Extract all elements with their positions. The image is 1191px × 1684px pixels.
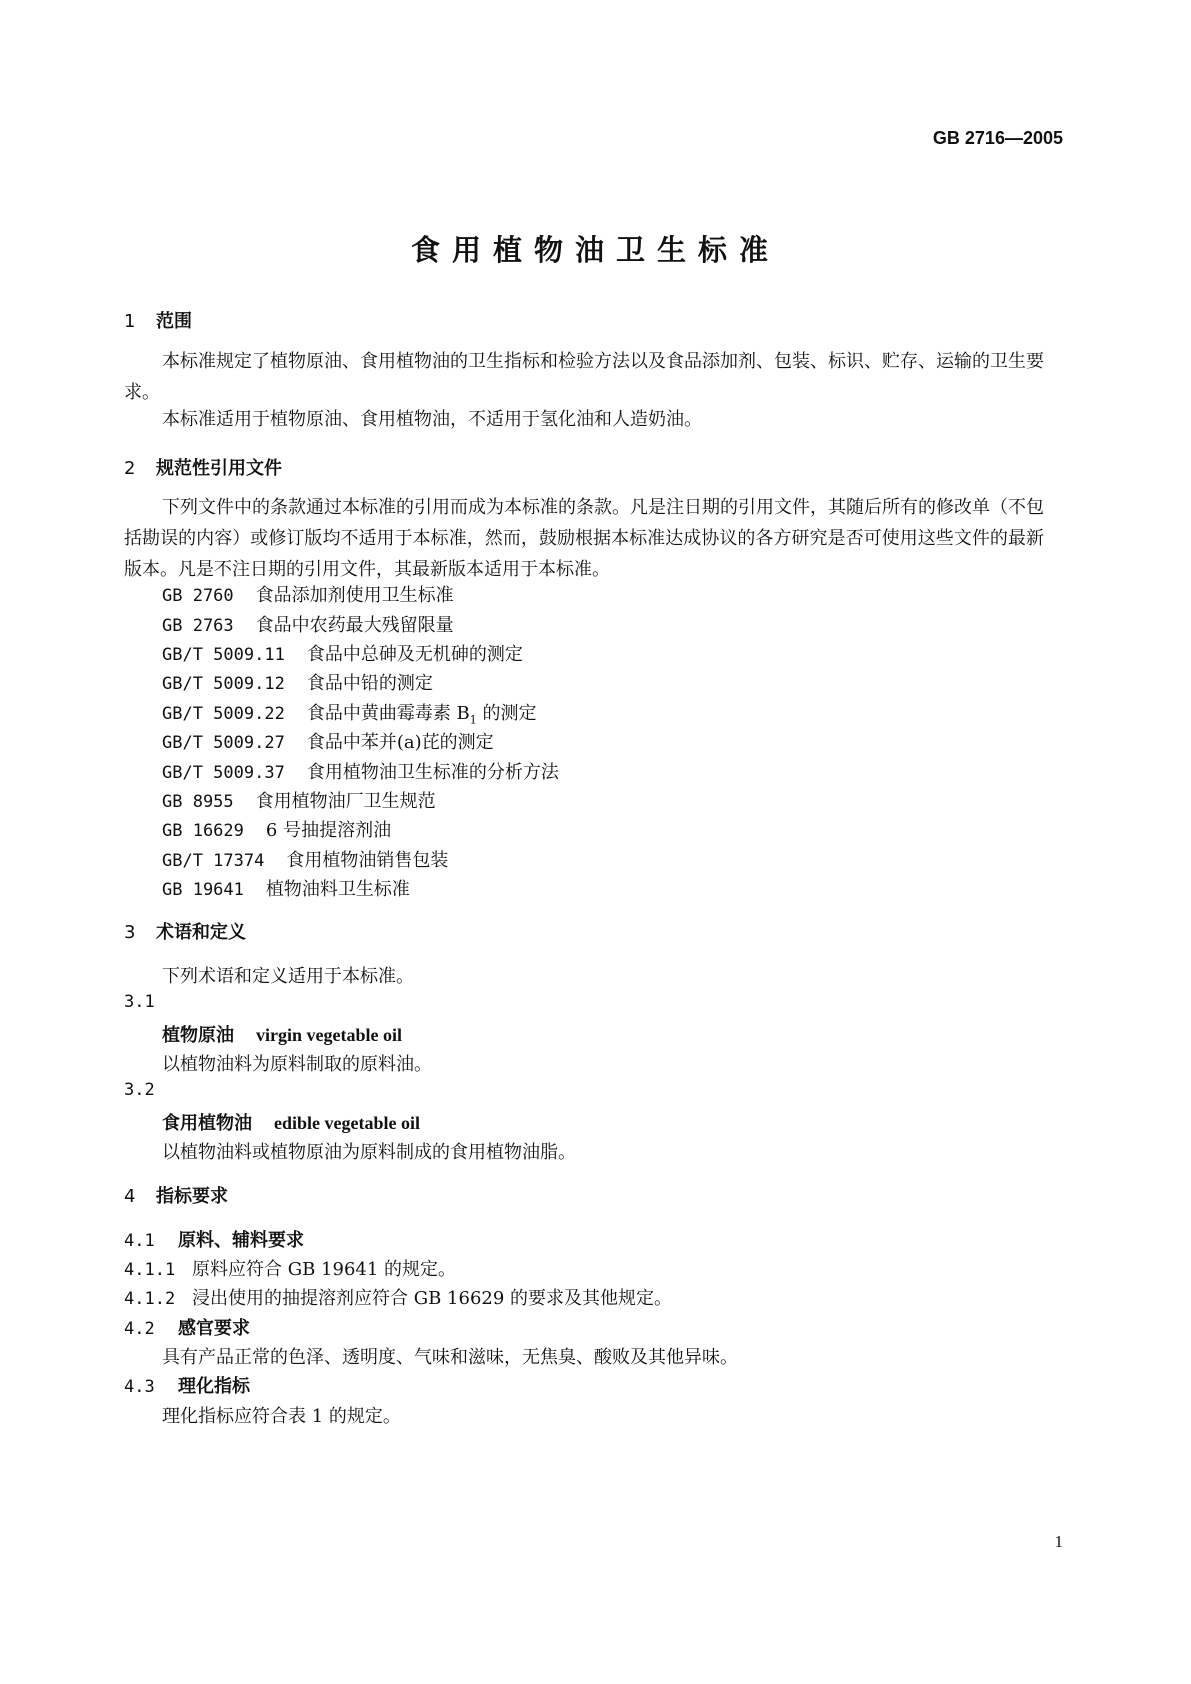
clause-number: 4.1.1: [124, 1260, 176, 1280]
reference-code: GB/T 5009.12: [162, 674, 285, 694]
term-english: virgin vegetable oil: [256, 1025, 402, 1045]
clause-4-1-heading: [124, 1226, 304, 1252]
section-title: 指标要求: [156, 1186, 228, 1207]
clause-text: 浸出使用的抽提溶剂应符合 GB 16629 的要求及其他规定。: [192, 1288, 673, 1309]
document-title: 食用植物油卫生标准: [410, 233, 780, 267]
section-title: 术语和定义: [156, 922, 246, 943]
term-heading: [162, 1021, 402, 1047]
section-number: 4: [124, 1186, 136, 1207]
reference-item: [162, 581, 454, 607]
clause-4-2-heading: [124, 1314, 250, 1340]
term-chinese: 植物原油: [162, 1025, 234, 1046]
reference-code: GB 16629: [162, 821, 244, 841]
reference-code: GB 19641: [162, 880, 244, 900]
term-number: 3.1: [124, 992, 155, 1012]
reference-title: 食品中总砷及无机砷的测定: [306, 644, 523, 665]
clause-title: 理化指标: [178, 1376, 250, 1397]
term-definition: 以植物油料或植物原油为原料制成的食用植物油脂。: [162, 1142, 576, 1163]
clause-4-2-text: 具有产品正常的色泽、透明度、气味和滋味，无焦臭、酸败及其他异味。: [162, 1347, 738, 1368]
section-number: 2: [124, 458, 136, 479]
section-2-heading: [124, 454, 282, 480]
term-chinese: 食用植物油: [162, 1113, 252, 1134]
reference-item: [162, 787, 436, 813]
reference-item: [162, 669, 433, 695]
reference-code: GB 8955: [162, 792, 234, 812]
clause-4-1-1: [124, 1255, 456, 1281]
reference-item: [162, 699, 537, 727]
reference-title: 食用植物油卫生标准的分析方法: [306, 762, 559, 783]
clause-number: 4.1: [124, 1231, 155, 1251]
reference-item: [162, 728, 494, 754]
reference-code: GB/T 5009.22: [162, 704, 285, 724]
section-number: 3: [124, 922, 136, 943]
term-english: edible vegetable oil: [274, 1113, 420, 1133]
clause-number: 4.3: [124, 1377, 155, 1397]
section-3-heading: [124, 918, 246, 944]
reference-item: [162, 875, 410, 901]
reference-code: GB 2763: [162, 616, 234, 636]
reference-title: 食品中黄曲霉毒素 B: [306, 703, 470, 724]
term-heading: [162, 1109, 420, 1135]
reference-title: 6 号抽提溶剂油: [265, 820, 392, 841]
standard-number: GB 2716—2005: [932, 128, 1063, 148]
clause-title: 原料、辅料要求: [178, 1230, 304, 1251]
term-definition: 以植物油料为原料制取的原料油。: [162, 1054, 432, 1075]
page-number: 1: [1054, 1532, 1063, 1551]
reference-item: [162, 758, 559, 784]
clause-number: 4.1.2: [124, 1289, 176, 1309]
reference-title: 食品中农药最大残留限量: [255, 615, 454, 636]
clause-number: 4.2: [124, 1319, 155, 1339]
reference-item: [162, 816, 391, 842]
reference-title: 食品添加剂使用卫生标准: [255, 585, 454, 606]
subscript: 1: [469, 713, 477, 727]
section-title: 规范性引用文件: [156, 458, 282, 479]
reference-title: 食品中苯并(a)芘的测定: [306, 732, 494, 753]
section-1-paragraph-1: 本标准规定了植物原油、食用植物油的卫生指标和检验方法以及食品添加剂、包装、标识、贮存、运输的卫生要求。: [124, 351, 1044, 403]
reference-item: [162, 846, 448, 872]
reference-title: 食用植物油厂卫生规范: [255, 791, 436, 812]
reference-code: GB 2760: [162, 586, 234, 606]
clause-4-1-2: [124, 1284, 672, 1310]
section-1-heading: [124, 307, 192, 333]
reference-code: GB/T 17374: [162, 851, 265, 871]
clause-4-3-heading: [124, 1372, 250, 1398]
reference-title: 食品中铅的测定: [306, 673, 433, 694]
reference-title: 植物油料卫生标准: [265, 879, 410, 900]
reference-code: GB/T 5009.37: [162, 763, 285, 783]
section-1-paragraph-2: 本标准适用于植物原油、食用植物油，不适用于氢化油和人造奶油。: [162, 409, 702, 430]
section-3-intro: 下列术语和定义适用于本标准。: [162, 966, 414, 987]
reference-code: GB/T 5009.27: [162, 733, 285, 753]
section-2-paragraph-1: 下列文件中的条款通过本标准的引用而成为本标准的条款。凡是注日期的引用文件，其随后所有的修改单（不包括勘误的内容）或修订版均不适用于本标准，然而，鼓励根据本标准达成协议的各方研究是否可使用这些文件的最新版本。凡是不注日期的引用文件，其最新版本适用于本标准。: [124, 497, 1044, 580]
section-title: 范围: [156, 311, 192, 332]
reference-title: 食用植物油销售包装: [286, 850, 449, 871]
reference-item: [162, 640, 523, 666]
clause-title: 感官要求: [178, 1318, 250, 1339]
section-number: 1: [124, 311, 136, 332]
reference-title-suffix: 的测定: [476, 703, 537, 724]
reference-item: [162, 611, 454, 637]
clause-text: 原料应符合 GB 19641 的规定。: [192, 1259, 457, 1280]
term-number: 3.2: [124, 1080, 155, 1100]
clause-4-3-text: 理化指标应符合表 1 的规定。: [162, 1406, 401, 1427]
section-4-heading: [124, 1182, 228, 1208]
reference-code: GB/T 5009.11: [162, 645, 285, 665]
